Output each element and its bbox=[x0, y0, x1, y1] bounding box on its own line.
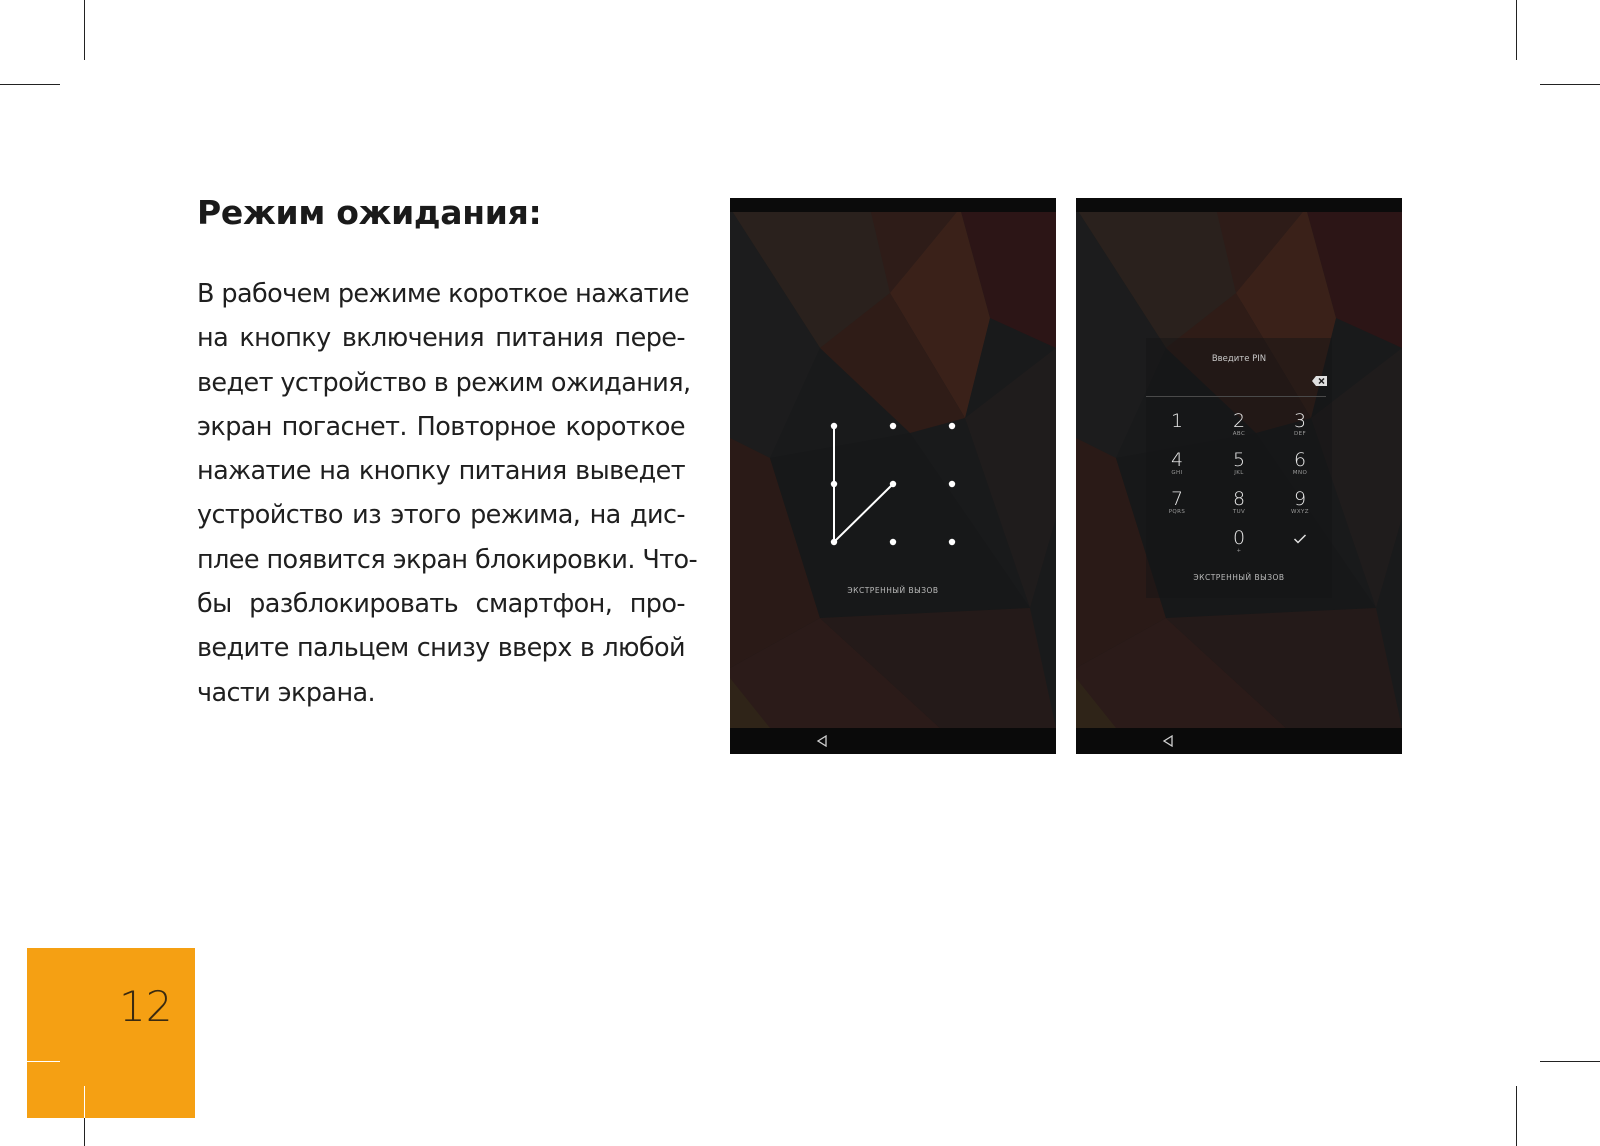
back-triangle-icon[interactable] bbox=[816, 735, 828, 747]
pattern-dot bbox=[890, 423, 896, 429]
keypad-key-8[interactable]: 8 TUV bbox=[1232, 488, 1246, 515]
keypad-key-9[interactable]: 9 WXYZ bbox=[1291, 488, 1309, 515]
crop-mark bbox=[1516, 1086, 1517, 1146]
paragraph-line: В рабочем режиме короткое нажатие bbox=[197, 279, 689, 309]
keypad-key-4[interactable]: 4 GHI bbox=[1170, 449, 1184, 476]
paragraph-line: ведите пальцем снизу вверх в любой bbox=[197, 633, 685, 664]
crop-mark bbox=[1540, 1061, 1600, 1062]
body-paragraph bbox=[197, 272, 698, 715]
paragraph-line: части экрана. bbox=[197, 677, 376, 708]
checkmark-icon[interactable] bbox=[1293, 533, 1307, 545]
section-title: Режим ожидания: bbox=[197, 193, 542, 232]
pin-input-line[interactable] bbox=[1146, 396, 1326, 397]
paragraph-line: нажатие на кнопку питания выведет bbox=[197, 456, 685, 487]
navigation-bar bbox=[1076, 728, 1402, 754]
page-number-box bbox=[27, 948, 195, 1118]
backspace-icon[interactable] bbox=[1312, 376, 1327, 386]
status-bar bbox=[1076, 198, 1402, 212]
pattern-grid[interactable] bbox=[730, 198, 1056, 754]
crop-mark bbox=[1516, 0, 1517, 60]
keypad-key-6[interactable]: 6 MNO bbox=[1292, 449, 1308, 476]
crop-mark bbox=[84, 1086, 85, 1118]
crop-mark bbox=[0, 84, 60, 85]
pattern-lock-screen bbox=[730, 198, 1056, 754]
keypad-key-5[interactable]: 5 JKL bbox=[1232, 449, 1246, 476]
pattern-dot bbox=[949, 539, 955, 545]
emergency-call-button[interactable]: ЭКСТРЕННЫЙ ВЫЗОВ bbox=[847, 586, 939, 595]
keypad-key-7[interactable]: 7 PQRS bbox=[1168, 488, 1186, 515]
crop-mark bbox=[84, 0, 85, 60]
pin-prompt: Введите PIN bbox=[1211, 354, 1267, 364]
paragraph-line: устройство из этого режима, на дис- bbox=[197, 500, 685, 531]
keypad-key-2[interactable]: 2 ABC bbox=[1232, 410, 1246, 437]
paragraph-line: на кнопку включения питания пере- bbox=[197, 323, 685, 354]
pattern-dot bbox=[949, 481, 955, 487]
paragraph-line: ведет устройство в режим ожидания, bbox=[197, 367, 691, 398]
crop-mark bbox=[1540, 84, 1600, 85]
keypad-key-1[interactable]: 1 bbox=[1170, 410, 1184, 432]
paragraph-line: бы разблокировать смартфон, про- bbox=[197, 589, 685, 620]
crop-mark bbox=[0, 1061, 60, 1062]
page-number: 12 bbox=[119, 982, 173, 1031]
keypad-key-3[interactable]: 3 DEF bbox=[1293, 410, 1307, 437]
navigation-bar bbox=[730, 728, 1056, 754]
back-triangle-icon[interactable] bbox=[1162, 735, 1174, 747]
pin-lock-screen bbox=[1076, 198, 1402, 754]
pattern-dot bbox=[890, 481, 896, 487]
pattern-dot bbox=[831, 539, 837, 545]
pattern-dot bbox=[831, 481, 837, 487]
crop-mark bbox=[84, 1118, 85, 1146]
keypad-key-0[interactable]: 0 + bbox=[1232, 527, 1246, 554]
paragraph-line: плее появится экран блокировки. Что- bbox=[197, 544, 698, 575]
pattern-dot bbox=[890, 539, 896, 545]
paragraph-line: экран погаснет. Повторное короткое bbox=[197, 411, 685, 442]
emergency-call-button[interactable]: ЭКСТРЕННЫЙ ВЫЗОВ bbox=[1193, 573, 1285, 582]
pattern-dot bbox=[831, 423, 837, 429]
pattern-dot bbox=[949, 423, 955, 429]
